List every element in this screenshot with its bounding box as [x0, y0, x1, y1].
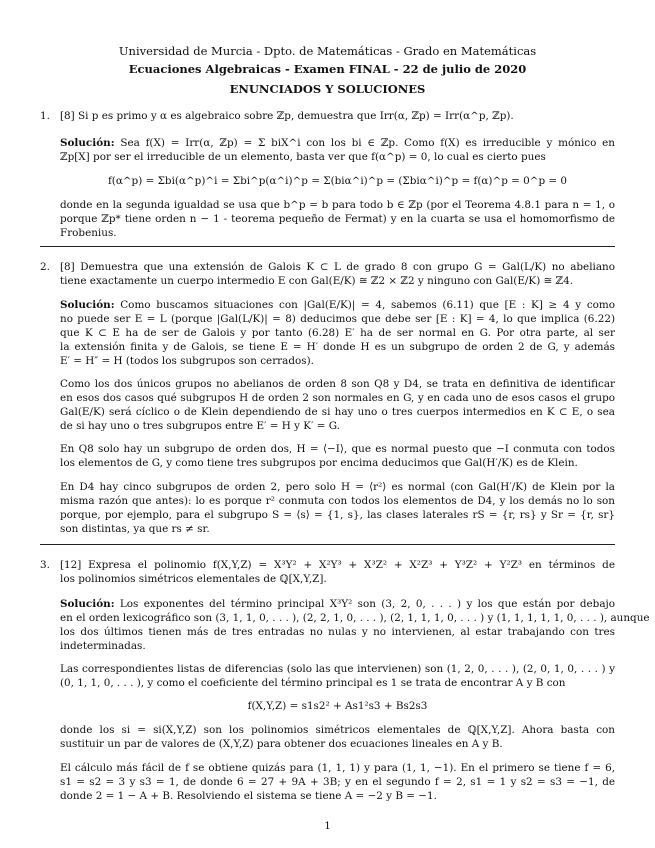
problem-3-final-line: s1 = s2 = 3 y s3 = 1, de donde 6 = 27 + 9A + 3B; y en el segundo f = 2, s1 = 1 y s2 = s3 = −1, de: [60, 776, 615, 788]
problem-3-solution-first: [60, 598, 615, 610]
problem-2-solution-line: que K ⊂ E ha de ser de Galois y por tanto (6.28) E′ ha de ser normal en G. Por otra parte, al ser: [60, 327, 615, 339]
problem-2-paragraph-line: En D4 hay cinco subgrupos de orden 2, pero solo H = ⟨r²⟩ es normal (con Gal(H′/K) de Klein por la: [60, 481, 615, 493]
problem-3-statement-line: [12] Expresa el polinomio f(X,Y,Z) = X³Y² + X²Y³ + X³Z² + X²Z³ + Y³Z² + Y²Z³ en términos de: [60, 559, 615, 571]
problem-3-solution-line: indeterminadas.: [60, 640, 146, 652]
problem-2-statement-line: tiene exactamente un cuerpo intermedio E con Gal(E/K) ≅ ℤ2 × ℤ2 y ninguno con Gal(E/K) ≅ ℤ4.: [60, 275, 574, 287]
solution-label: Solución:: [60, 299, 115, 311]
problem-1-equation: f(α^p) = Σbi(α^p)^i = Σbi^p(α^i)^p = Σ(biα^i)^p = (Σbiα^i)^p = f(α)^p = 0^p = 0: [107, 175, 568, 187]
problem-2-solution-line: la extensión finita y de Galois, se tiene E = H′ donde H es un subgrupo de orden 2 de G, y además: [60, 341, 615, 353]
solution-text: Los exponentes del término principal X³Y² son (3, 2, 0, . . . ) y los que están por debajo: [119, 598, 615, 610]
problem-1-number: 1.: [40, 110, 50, 122]
problem-2-number: 2.: [40, 261, 50, 273]
problem-1-after-line: donde en la segunda igualdad se usa que b^p = b para todo b ∈ ℤp (por el Teorema 4.8.1 para n = 1, o: [60, 199, 615, 211]
problem-1-statement: [8] Si p es primo y α es algebraico sobre ℤp, demuestra que Irr(α, ℤp) = Irr(α^p, ℤp).: [60, 110, 514, 122]
problem-1-solution-line: ℤp[X] por ser el irreducible de un elemento, basta ver que f(α^p) = 0, lo cual es cierto pues: [60, 151, 546, 163]
problem-3-solution-line: los dos últimos tienen más de tres entradas no nulas y no intervienen, al estar trabajando con tres: [60, 626, 615, 638]
problem-2-paragraph-line: porque, por ejemplo, para el subgrupo S = ⟨s⟩ = {1, s}, las clases laterales rS = {r, rs} y Sr = {r, sr}: [60, 509, 615, 521]
problem-2-paragraph-line: los elementos de G, y como tiene tres subgrupos por encima deducimos que Gal(H′/K) es de Klein.: [60, 457, 578, 469]
problem-2-solution-first: [60, 299, 615, 311]
problem-3-paragraph-line: (0, 1, 1, 0, . . . ), y como el coeficiente del término principal es 1 se trata de encontrar A y B con: [60, 677, 566, 689]
problem-2-paragraph-line: misma razón que antes): lo es porque r² conmuta con todos los elementos de D4, y los demás no lo son: [60, 495, 615, 507]
problem-2-solution-line: no puede ser E = L (porque |Gal(L/K)| = 8) deducimos que debe ser [E : K] = 4, lo que implica (6.22): [60, 313, 615, 325]
section-divider: [40, 246, 615, 247]
problem-1-after-line: Frobenius.: [60, 227, 117, 239]
problem-2-paragraph-line: de si hay uno o tres subgrupos entre E′ = H y K′ = G.: [60, 420, 340, 432]
problem-3-paragraph-line: Las correspondientes listas de diferencias (solo las que intervienen) son (1, 2, 0, . . . ), (2, 0, 1, 0, . . . ) y: [60, 663, 615, 675]
solution-text: Sea f(X) = Irr(α, ℤp) = Σ biX^i con los bi ∈ ℤp. Como f(X) es irreducible y mónico en: [120, 137, 615, 149]
solution-label: Solución:: [60, 137, 115, 149]
problem-1-solution-first: [60, 137, 615, 149]
solution-label: Solución:: [60, 598, 115, 610]
page-number: 1: [324, 820, 331, 832]
problem-2-paragraph-line: En Q8 solo hay un subgrupo de orden dos, H = ⟨−I⟩, que es normal puesto que −I conmuta con todos: [60, 443, 615, 455]
problem-2-paragraph-line: en esos dos casos qué subgrupos H de orden 2 son normales en G, y en cada uno de esos casos el grupo: [60, 392, 615, 404]
problem-3-statement-line: los polinomios simétricos elementales de ℚ[X,Y,Z].: [60, 573, 327, 585]
solution-text: Como buscamos situaciones con |Gal(E/K)| = 4, sabemos (6.11) que [E : K] ≥ 4 y como: [120, 299, 615, 311]
problem-2-solution-line: E′ = H″ = H (todos los subgrupos son cerrados).: [60, 355, 314, 367]
problem-3-final-line: El cálculo más fácil de f se obtiene quizás para (1, 1, 1) y para (1, 1, −1). En el primero se tiene f = 6,: [60, 762, 615, 774]
section-divider: [40, 544, 615, 545]
problem-2-paragraph-line: Gal(E/K) será cíclico o de Klein dependiendo de si hay uno o tres cuerpos intermedios en K ⊂ E, o sea: [60, 406, 615, 418]
problem-2-statement-line: [8] Demuestra que una extensión de Galois K ⊂ L de grado 8 con grupo G = Gal(L/K) no abeliano: [60, 261, 615, 273]
problem-3-after-line: sustituir un par de valores de (X,Y,Z) para obtener dos ecuaciones lineales en A y B.: [60, 738, 503, 750]
problem-3-number: 3.: [40, 559, 50, 571]
problem-3-after-line: donde los si = si(X,Y,Z) son los polinomios simétricos elementales de ℚ[X,Y,Z]. Ahora basta con: [60, 724, 615, 736]
problem-2-paragraph-line: son distintas, ya que rs ≠ sr.: [60, 523, 210, 535]
problem-1-after-line: porque ℤp* tiene orden n − 1 - teorema pequeño de Fermat) y en la cuarta se usa el homomorfismo de: [60, 213, 615, 225]
problem-3-equation: f(X,Y,Z) = s1s2² + As1²s3 + Bs2s3: [247, 700, 428, 712]
section-title: ENUNCIADOS Y SOLUCIONES: [229, 82, 426, 96]
exam-title: Ecuaciones Algebraicas - Examen FINAL - 22 de julio de 2020: [128, 62, 527, 76]
problem-3-solution-line: en el orden lexicográfico son (3, 1, 1, 0, . . . ), (2, 2, 1, 0, . . . ), (2, 1, 1, 1, 0, . . . ) y (1, 1, 1, 1, 1, 0, . . . ), aunque: [60, 612, 650, 624]
problem-2-paragraph-line: Como los dos únicos grupos no abelianos de orden 8 son Q8 y D4, se trata en definitiva de identificar: [60, 378, 615, 390]
problem-3-final-line: donde 2 = 1 − A + B. Resolviendo el sistema se tiene A = −2 y B = −1.: [60, 790, 437, 802]
institution-line: Universidad de Murcia - Dpto. de Matemáticas - Grado en Matemáticas: [118, 44, 537, 58]
